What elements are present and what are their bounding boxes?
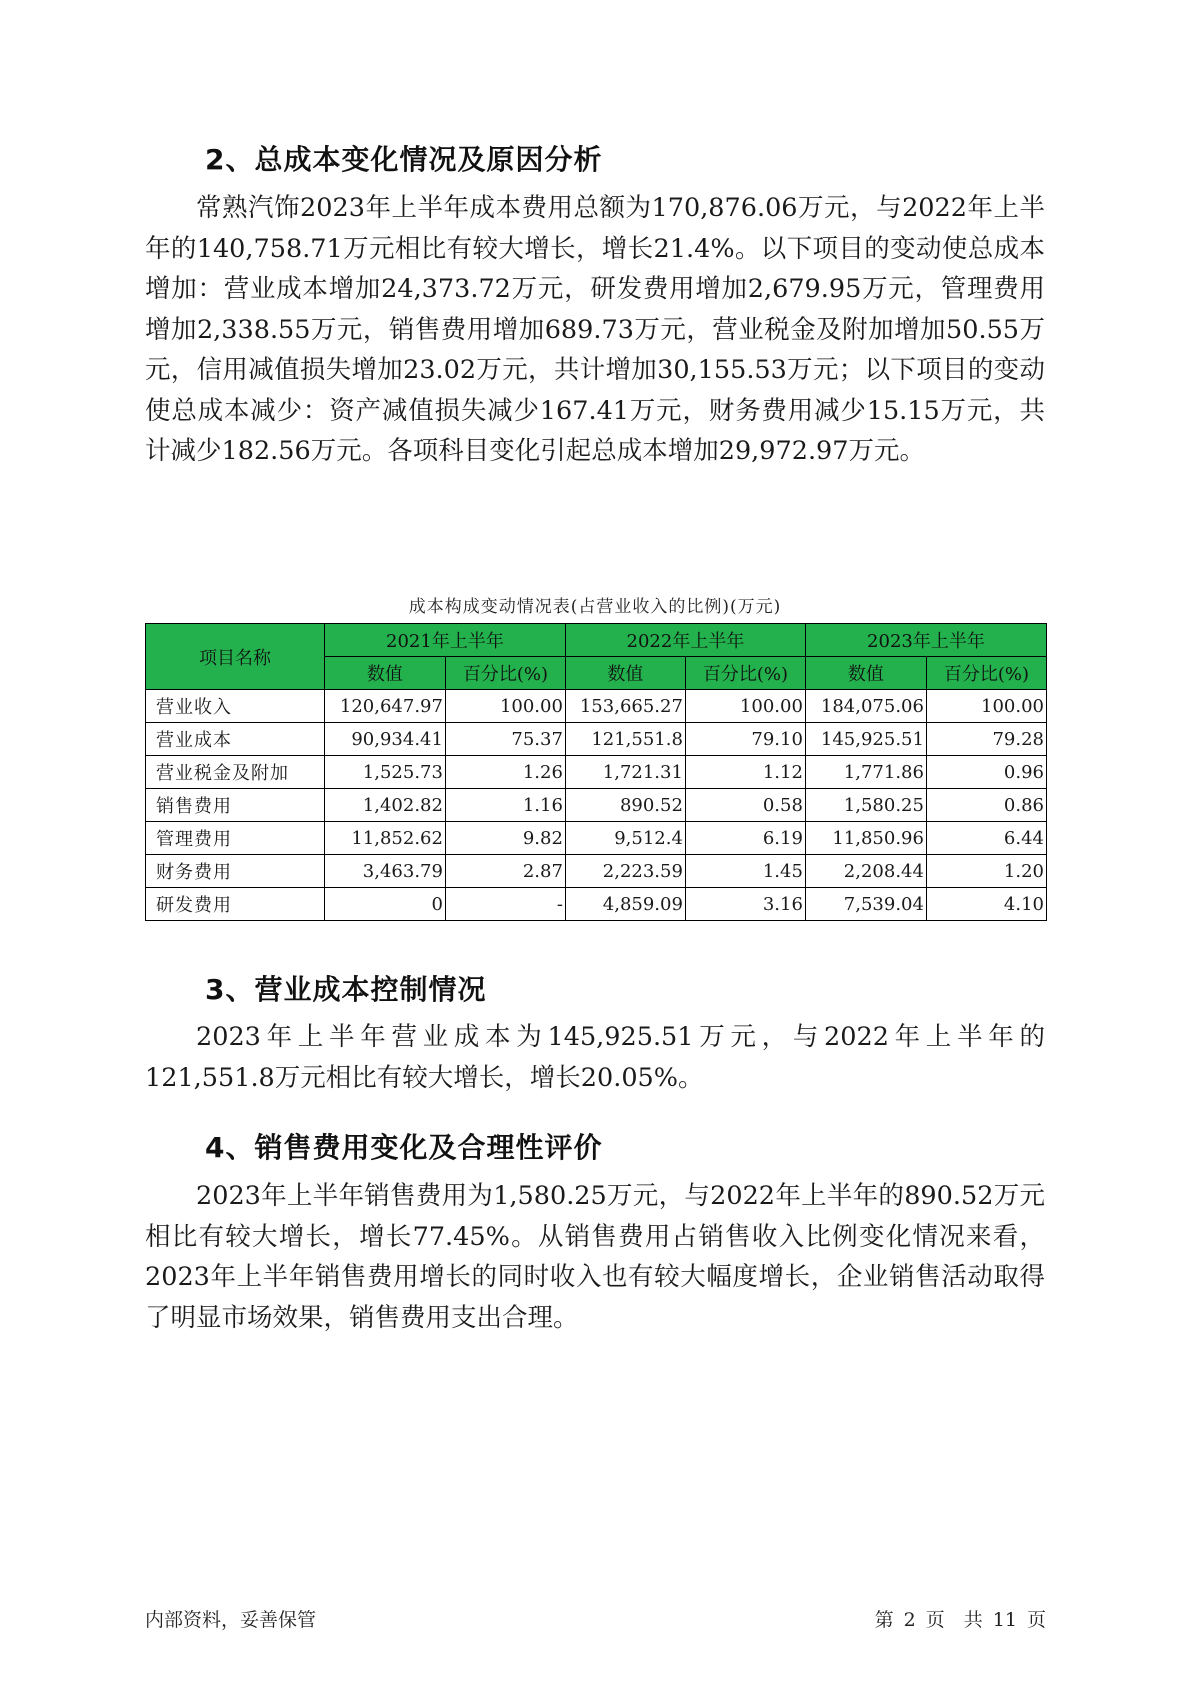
table-cell: 890.52 — [565, 789, 685, 822]
table-cell: 0.58 — [685, 789, 805, 822]
table-cell: 7,539.04 — [805, 888, 926, 921]
table-row — [146, 723, 1047, 756]
table-cell: 4.10 — [926, 888, 1046, 921]
table-cell: 153,665.27 — [565, 690, 685, 723]
section-2-paragraph: 常熟汽饰2023年上半年成本费用总额为170,876.06万元，与2022年上半年的140,758.71万元相比有较大增长，增长21.4%。以下项目的变动使总成本增加：营业成本增加24,373.72万元，研发费用增加2,679.95万元，管理费用增加2,338.55万元，销售费用增加689.73万元，营业税金及附加增加50.55万元，信用减值损失增加23.02万元，共计增加30,155.53万元；以下项目的变动使总成本减少：资产减值损失减少167.41万元，财务费用减少15.15万元，共计减少182.56万元。各项科目变化引起总成本增加29,972.97万元。 — [145, 193, 1045, 466]
table-cell: 75.37 — [445, 723, 565, 756]
row-label: 营业收入 — [146, 690, 325, 723]
table-cell: 145,925.51 — [805, 723, 926, 756]
table-cell: - — [445, 888, 565, 921]
table-cell: 0 — [324, 888, 445, 921]
table-row — [146, 888, 1047, 921]
table-cell: 2.87 — [445, 855, 565, 888]
table-cell: 120,647.97 — [324, 690, 445, 723]
table-row — [146, 822, 1047, 855]
table-cell: 1.26 — [445, 756, 565, 789]
table-cell: 4,859.09 — [565, 888, 685, 921]
header-percent: 百分比(%) — [685, 657, 805, 690]
header-period-2021: 2021年上半年 — [324, 624, 565, 657]
header-value: 数值 — [805, 657, 926, 690]
table-cell: 1,525.73 — [324, 756, 445, 789]
section-3-paragraph: 2023年上半年营业成本为145,925.51万元，与2022年上半年的121,551.8万元相比有较大增长，增长20.05%。 — [145, 1022, 1045, 1093]
table-cell: 11,850.96 — [805, 822, 926, 855]
row-label: 营业税金及附加 — [146, 756, 325, 789]
section-2-heading: 2、总成本变化情况及原因分析 — [205, 143, 603, 176]
header-percent: 百分比(%) — [445, 657, 565, 690]
table-cell: 11,852.62 — [324, 822, 445, 855]
header-period-2022: 2022年上半年 — [565, 624, 805, 657]
table-cell: 1.12 — [685, 756, 805, 789]
table-cell: 90,934.41 — [324, 723, 445, 756]
table-row — [146, 756, 1047, 789]
table-cell: 79.10 — [685, 723, 805, 756]
table-cell: 1.20 — [926, 855, 1046, 888]
table-cell: 1,402.82 — [324, 789, 445, 822]
table-cell: 79.28 — [926, 723, 1046, 756]
table-cell: 121,551.8 — [565, 723, 685, 756]
table-cell: 2,208.44 — [805, 855, 926, 888]
row-label: 销售费用 — [146, 789, 325, 822]
table-cell: 1.16 — [445, 789, 565, 822]
table-cell: 6.44 — [926, 822, 1046, 855]
row-label: 营业成本 — [146, 723, 325, 756]
footer-confidential-note: 内部资料，妥善保管 — [145, 1609, 317, 1631]
row-label: 管理费用 — [146, 822, 325, 855]
table-caption: 成本构成变动情况表(占营业收入的比例)(万元) — [408, 597, 782, 617]
table-cell: 0.96 — [926, 756, 1046, 789]
table-cell: 100.00 — [685, 690, 805, 723]
table-cell: 1.45 — [685, 855, 805, 888]
table-cell: 184,075.06 — [805, 690, 926, 723]
table-cell: 3,463.79 — [324, 855, 445, 888]
table-row — [146, 789, 1047, 822]
table-cell: 9.82 — [445, 822, 565, 855]
section-4-paragraph: 2023年上半年销售费用为1,580.25万元，与2022年上半年的890.52万元相比有较大增长，增长77.45%。从销售费用占销售收入比例变化情况来看，2023年上半年销售费用增长的同时收入也有较大幅度增长，企业销售活动取得了明显市场效果，销售费用支出合理。 — [145, 1181, 1045, 1333]
cost-structure-table — [145, 623, 1047, 921]
table-cell: 6.19 — [685, 822, 805, 855]
header-value: 数值 — [565, 657, 685, 690]
table-row — [146, 855, 1047, 888]
table-cell: 2,223.59 — [565, 855, 685, 888]
row-label: 财务费用 — [146, 855, 325, 888]
header-item-name: 项目名称 — [146, 624, 325, 690]
footer-page-number: 第 2 页 共 11 页 — [874, 1609, 1046, 1631]
header-value: 数值 — [324, 657, 445, 690]
table-cell: 0.86 — [926, 789, 1046, 822]
table-cell: 1,771.86 — [805, 756, 926, 789]
row-label: 研发费用 — [146, 888, 325, 921]
section-3-heading: 3、营业成本控制情况 — [205, 973, 487, 1006]
table-cell: 9,512.4 — [565, 822, 685, 855]
header-period-2023: 2023年上半年 — [805, 624, 1046, 657]
table-cell: 3.16 — [685, 888, 805, 921]
table-cell: 100.00 — [926, 690, 1046, 723]
header-percent: 百分比(%) — [926, 657, 1046, 690]
table-cell: 100.00 — [445, 690, 565, 723]
table-cell: 1,721.31 — [565, 756, 685, 789]
table-row — [146, 690, 1047, 723]
section-4-heading: 4、销售费用变化及合理性评价 — [205, 1131, 603, 1164]
table-cell: 1,580.25 — [805, 789, 926, 822]
